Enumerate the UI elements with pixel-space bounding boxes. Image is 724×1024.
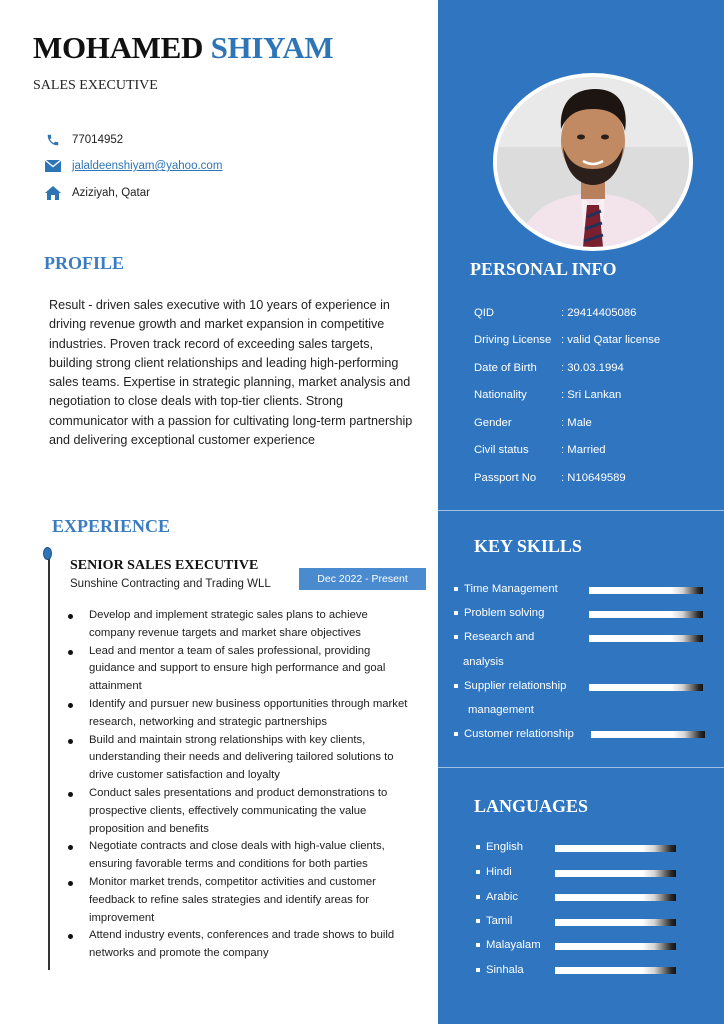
skill-bar bbox=[589, 635, 703, 642]
language-item bbox=[476, 964, 524, 976]
experience-heading: EXPERIENCE bbox=[52, 516, 171, 536]
language-label: Malayalam bbox=[486, 939, 541, 951]
bullet-icon bbox=[476, 943, 480, 947]
envelope-icon bbox=[45, 159, 61, 173]
info-value: : valid Qatar license bbox=[561, 334, 661, 346]
bullet-icon bbox=[476, 968, 480, 972]
responsibilities-list bbox=[66, 607, 416, 963]
last-name: SHIYAM bbox=[210, 30, 334, 65]
skill-item bbox=[454, 601, 544, 626]
info-row-qid bbox=[474, 307, 636, 319]
profile-photo bbox=[497, 77, 689, 247]
language-item bbox=[476, 841, 523, 853]
contact-address bbox=[45, 186, 150, 200]
sidebar-divider bbox=[438, 510, 724, 511]
skill-item bbox=[454, 577, 558, 602]
info-value: : Male bbox=[561, 417, 592, 429]
timeline-dot bbox=[43, 547, 52, 560]
bullet-icon bbox=[454, 587, 458, 591]
home-icon bbox=[45, 186, 61, 200]
timeline-line bbox=[48, 556, 50, 970]
language-label: Arabic bbox=[486, 891, 519, 903]
skill-label: Time Management bbox=[464, 583, 558, 595]
skill-item bbox=[454, 722, 574, 747]
language-label: Sinhala bbox=[486, 964, 524, 976]
list-item: Conduct sales presentations and product demonstrations to prospective clients, effectively communicating the value proposition and benefits bbox=[66, 785, 416, 838]
phone-number: 77014952 bbox=[72, 134, 124, 146]
skill-item-continued bbox=[468, 698, 534, 723]
info-value: : Sri Lankan bbox=[561, 389, 622, 401]
language-label: Tamil bbox=[486, 915, 513, 927]
list-item: Monitor market trends, competitor activities and customer feedback to refine sales strategies and identify areas for improvement bbox=[66, 874, 416, 927]
info-row-driving-license bbox=[474, 334, 660, 346]
skill-label: Problem solving bbox=[464, 607, 545, 619]
bullet-icon bbox=[476, 845, 480, 849]
candidate-name bbox=[33, 30, 333, 66]
language-bar bbox=[555, 967, 676, 974]
info-label: Nationality bbox=[474, 389, 527, 401]
skill-item bbox=[454, 674, 566, 699]
skill-label: Supplier relationship bbox=[464, 680, 567, 692]
skill-label: Customer relationship bbox=[464, 728, 574, 740]
address-text: Aziziyah, Qatar bbox=[72, 187, 150, 199]
languages-heading: LANGUAGES bbox=[474, 796, 589, 816]
profile-summary: Result - driven sales executive with 10 years of experience in driving revenue growth and market expansion in competitive industries. Proven track record of exceeding sales targets, building strong client relationships and leading high-performing sales teams. Expertise in strategic planning, market analysis and negotiation to close deals with top-tier clients. Strong communicator with a passion for cultivating long-term partnership and delivering exceptional customer experience bbox=[49, 298, 413, 448]
info-label: Date of Birth bbox=[474, 362, 537, 374]
list-item: Negotiate contracts and close deals with high-value clients, ensuring favorable terms and conditions for both parties bbox=[66, 838, 416, 874]
bullet-icon bbox=[476, 870, 480, 874]
bullet-icon bbox=[476, 895, 480, 899]
list-item: Identify and pursuer new business opportunities through market research, networking and strategic partnerships bbox=[66, 696, 416, 732]
email-link[interactable]: jalaldeenshiyam@yahoo.com bbox=[72, 160, 223, 172]
info-row-nationality bbox=[474, 389, 621, 401]
language-label: Hindi bbox=[486, 866, 512, 878]
info-row-date-of-birth bbox=[474, 362, 624, 374]
info-label: Passport No bbox=[474, 472, 537, 484]
skill-item-continued bbox=[463, 650, 504, 675]
info-label: Gender bbox=[474, 417, 512, 429]
bullet-icon bbox=[476, 919, 480, 923]
info-row-civil-status bbox=[474, 444, 606, 456]
job-position-title: SENIOR SALES EXECUTIVE bbox=[70, 558, 259, 573]
list-item: Attend industry events, conferences and trade shows to build networks and promote the company bbox=[66, 927, 416, 963]
skill-item bbox=[454, 625, 534, 650]
info-value: : N10649589 bbox=[561, 472, 626, 484]
skill-bar bbox=[589, 611, 703, 618]
skill-label: management bbox=[468, 704, 534, 716]
info-value: : 30.03.1994 bbox=[561, 362, 624, 374]
personal-info-heading: PERSONAL INFO bbox=[470, 259, 617, 279]
bullet-icon bbox=[454, 635, 458, 639]
skill-bar bbox=[589, 587, 703, 594]
info-label: Driving License bbox=[474, 334, 552, 346]
language-item bbox=[476, 891, 518, 903]
bullet-icon bbox=[454, 611, 458, 615]
info-label: QID bbox=[474, 307, 495, 319]
language-bar bbox=[555, 845, 676, 852]
contact-phone bbox=[45, 133, 123, 147]
language-bar bbox=[555, 894, 676, 901]
skill-bar bbox=[591, 731, 705, 738]
language-item bbox=[476, 866, 512, 878]
info-label: Civil status bbox=[474, 444, 529, 456]
skill-label: Research and bbox=[464, 631, 535, 643]
company-name: Sunshine Contracting and Trading WLL bbox=[70, 578, 271, 590]
contact-email bbox=[45, 159, 222, 173]
language-bar bbox=[555, 919, 676, 926]
language-bar bbox=[555, 870, 676, 877]
info-row-gender bbox=[474, 417, 592, 429]
info-row-passport bbox=[474, 472, 626, 484]
info-value: : Married bbox=[561, 444, 606, 456]
sidebar-divider bbox=[438, 767, 724, 768]
skill-bar bbox=[589, 684, 703, 691]
phone-icon bbox=[45, 133, 61, 147]
info-value: : 29414405086 bbox=[561, 307, 637, 319]
skill-label: analysis bbox=[463, 656, 504, 668]
list-item: Build and maintain strong relationships with key clients, understanding their needs and delivering tailored solutions to drive customer satisfaction and loyalty bbox=[66, 732, 416, 785]
job-date-text: Dec 2022 - Present bbox=[317, 573, 408, 585]
language-label: English bbox=[486, 841, 524, 853]
first-name: MOHAMED bbox=[33, 30, 204, 65]
bullet-icon bbox=[454, 684, 458, 688]
list-item: Lead and mentor a team of sales professional, providing guidance and support to ensure high performance and goal attainment bbox=[66, 643, 416, 696]
language-item bbox=[476, 915, 512, 927]
job-date-badge bbox=[299, 568, 426, 590]
list-item: Develop and implement strategic sales plans to achieve company revenue targets and market share objectives bbox=[66, 607, 416, 643]
key-skills-heading: KEY SKILLS bbox=[474, 536, 582, 556]
language-bar bbox=[555, 943, 676, 950]
language-item bbox=[476, 939, 541, 951]
bullet-icon bbox=[454, 732, 458, 736]
job-title-heading: SALES EXECUTIVE bbox=[33, 78, 158, 93]
profile-heading: PROFILE bbox=[44, 253, 125, 273]
